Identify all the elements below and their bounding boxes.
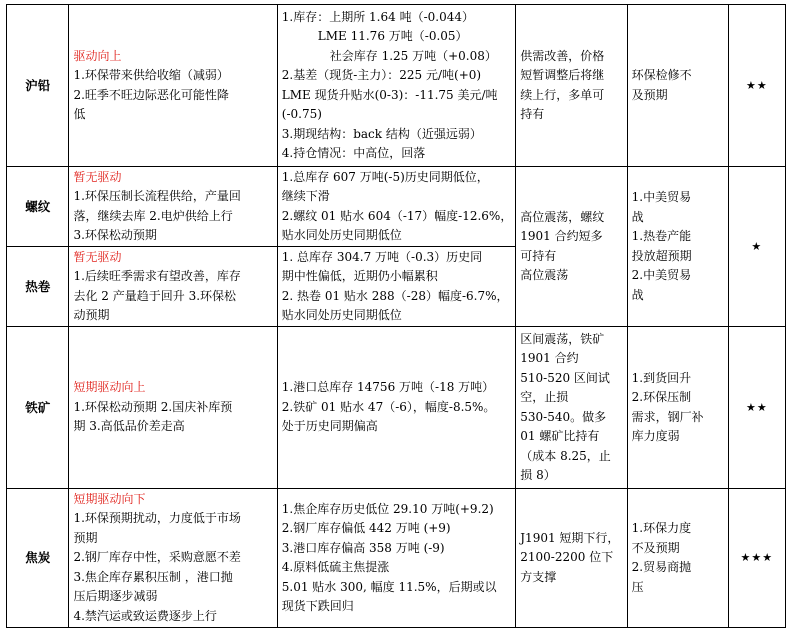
risk-line: 投放超预期 [631,248,692,263]
driver-line: 2.旺季不旺边际恶化可能性降 [73,87,229,102]
fund-line: 贴水同处历史同期低位 [281,308,402,322]
risk-line: 2.贸易商抛 [631,560,692,574]
table-row [7,489,786,628]
strategy-line: 可持有 [520,248,557,263]
strategy-line: J1901 短期下行， [520,530,620,545]
driver-line: 1.环保压制长流程供给，产量回 [73,189,241,203]
fund-line: 2. 热卷 01 贴水 288（-28）幅度-6.7%， [281,288,509,303]
fundamentals-cell [277,489,515,628]
driver-line: 落，继续去库 2.电炉供给上行 [73,208,233,223]
table-row [7,5,786,167]
fund-line: 1. 总库存 304.7 万吨（-0.3）历史同 [281,249,483,264]
fund-line: 现货下跌回归 [281,599,354,613]
fund-line: 4.持仓情况：中高位，回落 [281,146,426,160]
rating-stars: ★ [728,167,785,327]
risk-cell [627,327,728,489]
risk-line: 1.热卷产能 [631,229,692,243]
strategy-line: 高位震荡，螺纹 [520,209,605,224]
risk-cell [627,167,728,327]
fund-line: 2.基差（现货-主力）：225 元/吨(+0) [281,68,482,82]
fund-line: 1.总库存 607 万吨(-5)历史同期低位， [281,169,489,184]
driver-cell [69,327,277,489]
commodity-name: 铁矿 [7,327,69,489]
risk-line: 需求，钢厂补 [631,409,704,424]
driver-line: 去化 2 产量趋于回升 3.环保松 [73,288,237,303]
risk-line: 及预期 [631,87,668,102]
fund-line: 2.钢厂库存偏低 442 万吨 (+9) [281,521,451,535]
fund-line: 2.螺纹 01 贴水 604（-17）幅度-12.6%， [281,208,513,223]
strategy-cell [516,489,627,628]
driver-line: 4.禁汽运或致运费逐步上行 [73,608,217,623]
fund-line: 1.库存：上期所 1.64 吨（-0.044） [281,9,474,24]
fund-line: LME 11.76 万吨（-0.05） [317,29,468,43]
fund-line: 1.港口总库存 14756 万吨（-18 万吨） [281,380,495,395]
commodity-name: 螺纹 [7,167,69,247]
strategy-line: 短暂调整后将继 [520,68,605,82]
strategy-line: 方支撑 [520,569,557,584]
strategy-cell [516,167,627,327]
driver-line: 期 3.高低品价差走高 [73,419,185,434]
fund-line: 贴水同处历史同期低位 [281,228,402,242]
strategy-line: （成本 8.25，止 [520,448,611,463]
driver-title: 短期驱动向下 [73,491,146,506]
risk-line: 1.到货回升 [631,370,692,385]
fund-line: 期中性偏低，近期仍小幅累积 [281,269,438,283]
strategy-line: 持有 [520,107,545,121]
driver-line: 3.焦企库存累积压制 ，港口抛 [73,569,233,584]
fund-line: 5.01 贴水 300, 幅度 11.5%，后期或以 [281,579,497,594]
risk-line: 战 [631,287,644,302]
rating-stars: ★★ [728,327,785,489]
strategy-line: 01 螺矿比持有 [520,429,600,443]
strategy-line: 续上行，多单可 [520,87,605,102]
fund-line: 处于历史同期偏高 [281,419,378,434]
driver-line: 预期 [73,530,98,545]
strategy-line: 空，止损 [520,390,569,404]
fund-line: 3.期现结构：back 结构（近强远弱） [281,126,482,141]
commodity-name: 沪铅 [7,5,69,167]
driver-line: 1.环保带来供给收缩（减弱） [73,68,229,82]
risk-line: 1.环保力度 [631,521,692,535]
fund-line: 继续下滑 [281,189,330,203]
table-row [7,327,786,489]
driver-line: 1.后续旺季需求有望改善，库存 [73,269,241,283]
driver-line: 2.钢厂库存中性，采购意愿不差 [73,550,241,565]
risk-line: 1.中美贸易 [631,190,692,204]
driver-title: 驱动向上 [73,48,122,63]
risk-line: 2.环保压制 [631,390,692,404]
driver-cell [69,489,277,628]
fundamentals-cell [277,247,515,327]
fundamentals-cell [277,327,515,489]
driver-cell [69,5,277,167]
table-row [7,167,786,247]
risk-line: 2.中美贸易 [631,268,692,282]
strategy-line: 1901 合约 [520,351,579,365]
strategy-line: 2100-2200 位下 [520,550,614,565]
fundamentals-cell [277,5,515,167]
driver-line: 压后期逐步减弱 [73,589,158,604]
commodity-name: 焦炭 [7,489,69,628]
risk-line: 不及预期 [631,540,680,555]
strategy-line: 530-540。做多 [520,409,607,424]
risk-cell [627,5,728,167]
fund-line: 1.焦企库存历史低位 29.10 万吨(+9.2) [281,501,494,516]
strategy-line: 供需改善，价格 [520,48,605,63]
rating-stars: ★★★ [728,489,785,628]
fund-line: (-0.75) [281,107,322,121]
strategy-cell [516,5,627,167]
fundamentals-cell [277,167,515,247]
strategy-cell [516,327,627,489]
driver-cell [69,247,277,327]
driver-line: 3.环保松动预期 [73,228,157,242]
driver-title: 暂无驱动 [73,249,122,264]
fund-line: 2.铁矿 01 贴水 47（-6），幅度-8.5%。 [281,399,496,414]
strategy-line: 高位震荡 [520,268,569,282]
driver-title: 暂无驱动 [73,169,122,184]
driver-line: 1.环保松动预期 2.国庆补库预 [73,399,233,414]
risk-line: 环保检修不 [631,68,692,82]
rating-stars: ★★ [728,5,785,167]
fund-line: 4.原料低硫主焦提涨 [281,560,390,574]
commodity-strategy-table [6,4,786,628]
commodity-name: 热卷 [7,247,69,327]
fund-line: 社会库存 1.25 万吨（+0.08） [329,48,497,63]
risk-line: 库力度弱 [631,429,680,443]
strategy-line: 1901 合约短多 [520,229,603,243]
risk-cell [627,489,728,628]
strategy-line: 510-520 区间试 [520,370,610,385]
risk-line: 压 [631,579,644,594]
fund-line: 3.港口库存偏高 358 万吨 (-9) [281,540,445,555]
driver-cell [69,167,277,247]
driver-title: 短期驱动向上 [73,380,146,395]
driver-line: 动预期 [73,308,110,322]
driver-line: 低 [73,107,86,121]
strategy-line: 区间震荡，铁矿 [520,331,605,346]
risk-line: 战 [631,209,644,224]
strategy-line: 损 8） [520,468,556,482]
driver-line: 1.环保预期扰动，力度低于市场 [73,511,241,526]
fund-line: LME 现货升贴水(0-3)：-11.75 美元/吨 [281,87,498,102]
